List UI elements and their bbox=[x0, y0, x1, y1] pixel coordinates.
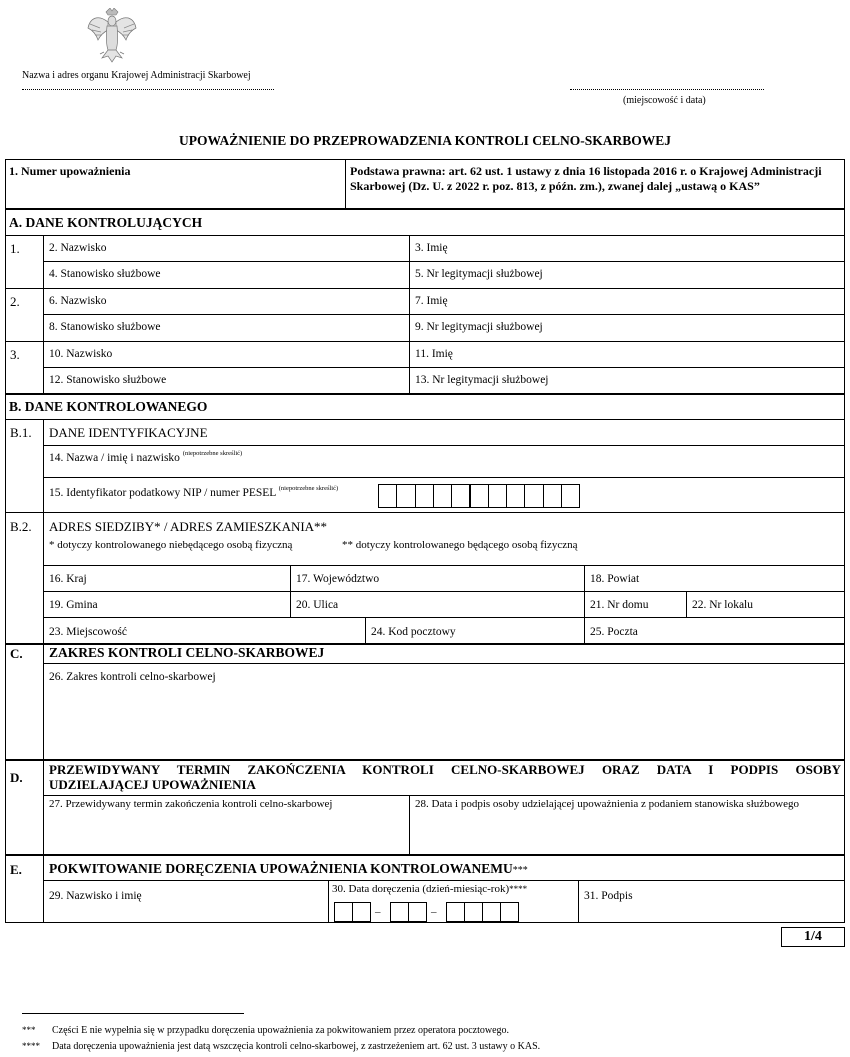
section-a-title: A. DANE KONTROLUJĄCYCH bbox=[9, 215, 203, 230]
tax-id-digit-cell[interactable] bbox=[561, 484, 580, 508]
authority-label: Nazwa i adres organu Krajowej Administracji Skarbowej bbox=[22, 70, 251, 81]
controller-1-index: 1. bbox=[10, 241, 20, 256]
field-9-id-number[interactable]: 9. Nr legitymacji służbowej bbox=[415, 321, 543, 333]
field-1-label: 1. Numer upoważnienia bbox=[9, 164, 131, 178]
legal-basis-line-2: Skarbowej (Dz. U. z 2022 r. poz. 813, z późn. zm.), zwanej dalej „ustawą o KAS” bbox=[350, 179, 760, 193]
tax-id-digit-cell[interactable] bbox=[506, 484, 525, 508]
field-29-full-name[interactable]: 29. Nazwisko i imię bbox=[49, 890, 142, 902]
tax-id-digit-cell[interactable] bbox=[378, 484, 397, 508]
section-d-title-line-2: UDZIELAJĄCEJ UPOWAŻNIENIA bbox=[49, 777, 256, 792]
field-20-street[interactable]: 20. Ulica bbox=[296, 599, 339, 611]
date-digit-cell[interactable] bbox=[446, 902, 465, 922]
place-date-label: (miejscowość i data) bbox=[623, 95, 706, 106]
date-digit-cell[interactable] bbox=[500, 902, 519, 922]
place-date-dotted-line[interactable] bbox=[570, 89, 764, 90]
date-digit-cell[interactable] bbox=[482, 902, 501, 922]
footnote-1: *** Części E nie wypełnia się w przypadku doręczenia upoważnienia za pokwitowaniem przez operatora pocztowego. bbox=[22, 1025, 510, 1036]
footnote-divider bbox=[22, 1013, 244, 1014]
field-5-id-number[interactable]: 5. Nr legitymacji służbowej bbox=[415, 268, 543, 280]
section-d-title-line-1: PRZEWIDYWANY TERMIN ZAKOŃCZENIA KONTROLI CELNO-SKARBOWEJ ORAZ DATA I PODPIS OSOBY bbox=[49, 762, 841, 777]
field-6-surname[interactable]: 6. Nazwisko bbox=[49, 295, 107, 307]
date-digit-cell[interactable] bbox=[352, 902, 371, 922]
date-digit-cell[interactable] bbox=[464, 902, 483, 922]
date-separator: – bbox=[431, 906, 437, 918]
field-11-name[interactable]: 11. Imię bbox=[415, 348, 453, 360]
section-e-index: E. bbox=[10, 862, 22, 877]
page-number: 1/4 bbox=[781, 927, 845, 947]
field-17-voivodeship[interactable]: 17. Województwo bbox=[296, 573, 380, 585]
polish-eagle-emblem-icon bbox=[86, 8, 138, 64]
field-13-id-number[interactable]: 13. Nr legitymacji służbowej bbox=[415, 374, 549, 386]
field-30-delivery-date[interactable]: 30. Data doręczenia (dzień-miesiąc-rok)**** bbox=[332, 883, 528, 895]
field-24-postal-code[interactable]: 24. Kod pocztowy bbox=[371, 626, 456, 638]
field-8-position[interactable]: 8. Stanowisko służbowe bbox=[49, 321, 161, 333]
tax-id-digit-cell[interactable] bbox=[433, 484, 452, 508]
section-c-title: ZAKRES KONTROLI CELNO-SKARBOWEJ bbox=[49, 645, 325, 660]
date-digit-cell[interactable] bbox=[408, 902, 427, 922]
section-e-title: POKWITOWANIE DORĘCZENIA UPOWAŻNIENIA KONTROLOWANEMU*** bbox=[49, 861, 528, 876]
section-c-index: C. bbox=[10, 646, 23, 661]
page-title: UPOWAŻNIENIE DO PRZEPROWADZENIA KONTROLI CELNO-SKARBOWEJ bbox=[178, 133, 672, 148]
tax-id-digit-cell[interactable] bbox=[524, 484, 543, 508]
field-15-tax-id[interactable]: 15. Identyfikator podatkowy NIP / numer PESEL $^{(niepotrzebne skreślić)}$ bbox=[49, 485, 339, 499]
b1-title: DANE IDENTYFIKACYJNE bbox=[49, 425, 208, 440]
field-2-surname[interactable]: 2. Nazwisko bbox=[49, 242, 107, 254]
tax-id-digit-cell[interactable] bbox=[415, 484, 434, 508]
field-18-county[interactable]: 18. Powiat bbox=[590, 573, 640, 585]
controller-2-index: 2. bbox=[10, 294, 20, 309]
tax-id-digit-cell[interactable] bbox=[396, 484, 415, 508]
field-28-signature-date[interactable]: 28. Data i podpis osoby udzielającej upoważnienia z podaniem stanowiska służbowego bbox=[415, 798, 799, 810]
date-digit-cell[interactable] bbox=[334, 902, 353, 922]
field-14-name[interactable]: 14. Nazwa / imię i nazwisko $^{(niepotrzebne skreślić)}$ bbox=[49, 450, 243, 464]
field-19-commune[interactable]: 19. Gmina bbox=[49, 599, 98, 611]
field-31-signature[interactable]: 31. Podpis bbox=[584, 890, 633, 902]
legal-basis-line-1: Podstawa prawna: art. 62 ust. 1 ustawy z dnia 16 listopada 2016 r. o Krajowej Administracji bbox=[350, 164, 822, 178]
field-23-city[interactable]: 23. Miejscowość bbox=[49, 626, 127, 638]
date-digit-cell[interactable] bbox=[390, 902, 409, 922]
field-21-house-number[interactable]: 21. Nr domu bbox=[590, 599, 649, 611]
section-d-index: D. bbox=[10, 770, 23, 785]
field-12-position[interactable]: 12. Stanowisko służbowe bbox=[49, 374, 167, 386]
field-26-scope[interactable]: 26. Zakres kontroli celno-skarbowej bbox=[49, 671, 216, 683]
field-16-country[interactable]: 16. Kraj bbox=[49, 573, 87, 585]
footnote-2: **** Data doręczenia upoważnienia jest datą wszczęcia kontroli celno-skarbowej, z zastrzeżeniem art. 62 ust. 3 ustawy o KAS. bbox=[22, 1041, 541, 1052]
b2-title: ADRES SIEDZIBY* / ADRES ZAMIESZKANIA** bbox=[49, 519, 328, 534]
field-7-name[interactable]: 7. Imię bbox=[415, 295, 448, 307]
b2-index: B.2. bbox=[10, 519, 32, 534]
field-10-surname[interactable]: 10. Nazwisko bbox=[49, 348, 113, 360]
b1-index: B.1. bbox=[10, 425, 32, 440]
b2-note-legal-entity: * dotyczy kontrolowanego niebędącego osobą fizyczną bbox=[49, 539, 293, 551]
field-27-end-date[interactable]: 27. Przewidywany termin zakończenia kontroli celno-skarbowej bbox=[49, 798, 333, 810]
authority-dotted-line[interactable] bbox=[22, 89, 274, 90]
section-c-box bbox=[5, 644, 845, 760]
tax-id-digit-cell[interactable] bbox=[451, 484, 470, 508]
tax-id-digit-cell[interactable] bbox=[470, 484, 489, 508]
field-3-name[interactable]: 3. Imię bbox=[415, 242, 448, 254]
tax-id-digit-cell[interactable] bbox=[488, 484, 507, 508]
tax-id-digit-cell[interactable] bbox=[543, 484, 562, 508]
field-25-post-office[interactable]: 25. Poczta bbox=[590, 626, 638, 638]
section-b-title: B. DANE KONTROLOWANEGO bbox=[9, 399, 208, 414]
controller-3-index: 3. bbox=[10, 347, 20, 362]
field-4-position[interactable]: 4. Stanowisko służbowe bbox=[49, 268, 161, 280]
date-separator: – bbox=[375, 906, 381, 918]
field-22-apartment-number[interactable]: 22. Nr lokalu bbox=[692, 599, 754, 611]
b2-note-natural-person: ** dotyczy kontrolowanego będącego osobą fizyczną bbox=[342, 539, 578, 551]
